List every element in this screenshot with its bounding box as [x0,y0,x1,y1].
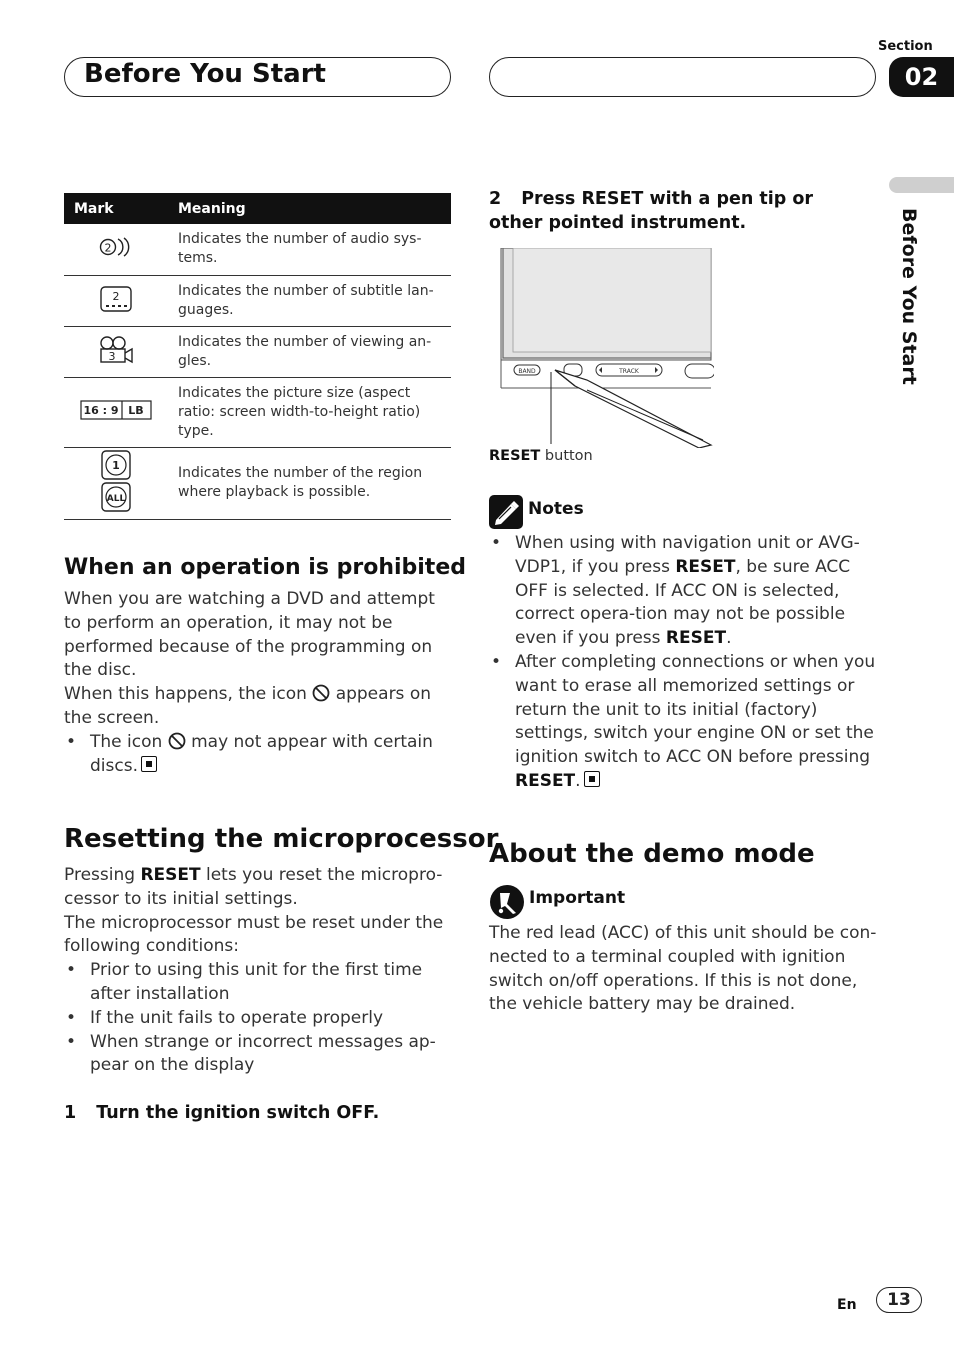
step-2 [489,187,849,235]
notes-icon [489,495,523,529]
region-number: 1 [112,459,120,472]
note2-keyword: RESET [515,770,576,791]
viewing-angles-icon [98,335,134,365]
list-item [489,651,879,794]
step-number: 2 [489,189,502,209]
viewing-angles-count: 3 [108,349,116,363]
subtitle-languages-count: 2 [112,289,120,303]
aspect-ratio-icon [80,400,152,420]
bullet-start: The icon [90,731,163,752]
prohibited-icon [312,684,330,702]
note1-middle: , be sure ACC OFF is selected. If ACC ON is selected, correct opera-tion may not be possible even if you press [515,556,851,649]
reset-button-figure [489,248,714,448]
mark-cell [64,224,168,275]
table-row [64,326,451,377]
list-item: • Prior to using this unit for the first time after installation [64,959,444,1007]
meaning-cell: Indicates the picture size (aspect ratio: screen width-to-height ratio) type. [168,377,451,447]
prohibited-p2 [64,683,454,731]
mark-cell [64,275,168,326]
table-row [64,224,451,275]
step-1 [64,1101,379,1125]
end-of-section-icon [584,771,600,787]
meaning-cell: Indicates the number of subtitle lan-guages. [168,275,451,326]
prohibited-p2-start: When this happens, the icon [64,684,307,705]
caption-text: button [544,448,593,464]
audio-systems-count: 2 [104,241,112,255]
side-tab-marker [889,177,954,193]
note1-end: . [726,628,732,649]
list-item: • If the unit fails to operate properly [64,1007,444,1031]
caption-keyword: RESET [489,448,541,464]
prohibited-body [64,588,454,778]
side-tab-label: Before You Start [898,208,920,385]
bullet-end: may not appear with certain discs. [90,731,433,776]
track-label: TRACK [619,368,639,375]
section-label: Section [878,39,933,54]
reset-p1-end: lets you reset the micropro-cessor to its initial settings. [64,865,443,909]
col-header-meaning: Meaning [168,193,451,224]
step-text: Turn the ignition switch OFF. [96,1103,380,1123]
aspect-ratio-value: 16 : 9 [83,404,119,417]
audio-systems-icon [99,235,133,259]
page-number: 13 [876,1287,922,1313]
notes-body [489,532,879,794]
reset-p1-start: Pressing [64,865,136,885]
prohibited-p2-end: appears on the screen. [64,684,431,728]
step-number: 1 [64,1103,77,1123]
aspect-ratio-type: LB [128,404,144,417]
section-number: 02 [889,57,954,97]
figure-caption [489,448,593,464]
band-label: BAND [518,368,536,375]
col-header-mark: Mark [64,193,168,224]
demo-heading: About the demo mode [489,839,815,869]
reset-heading: Resetting the microprocessor [64,824,499,854]
note1-keyword-2: RESET [665,628,727,649]
important-heading: Important [529,888,626,908]
mark-cell [64,377,168,447]
table-row [64,377,451,447]
reset-p1 [64,864,444,912]
list-item: • When strange or incorrect messages ap-pear on the display [64,1031,444,1079]
reset-body [64,864,444,1078]
meaning-cell: Indicates the number of viewing an-gles. [168,326,451,377]
reset-p2: The microprocessor must be reset under the following conditions: [64,912,444,957]
page-title: Before You Start [84,59,326,89]
mark-cell [64,326,168,377]
reset-keyword: RESET [140,865,201,885]
prohibited-p1: When you are watching a DVD and attempt to perform an operation, it may not be performed because of the programming on the disc. [64,589,435,681]
note2-start: After completing connections or when you want to erase all memorized settings or return the unit to its initial (factory) settings, switch your engine ON or set the ignition switch to ACC ON before pressing [515,651,876,768]
header-blank-frame [489,57,876,97]
table-row [64,275,451,326]
note1-keyword: RESET [675,556,736,577]
mark-table-wrap [64,193,451,520]
mark-table [64,193,451,520]
demo-body: The red lead (ACC) of this unit should be con-nected to a terminal coupled with ignition switch on/off operations. If this is not done, the vehicle battery may be drained. [489,923,877,1015]
important-icon [489,884,525,920]
region-all: ALL [106,494,126,504]
subtitle-languages-icon [99,285,133,313]
prohibited-heading: When an operation is prohibited [64,555,466,580]
meaning-cell: Indicates the number of the region where playback is possible. [168,447,451,519]
list-item [489,532,879,651]
region-globe-icon [99,449,133,513]
note1-start: When using with navigation unit or AVG-VDP1, if you press [515,533,860,577]
note2-end: . [575,770,581,791]
prohibited-icon [168,732,186,750]
list-item [64,731,454,779]
language-label: En [837,1297,857,1313]
meaning-cell: Indicates the number of audio sys-tems. [168,224,451,275]
end-of-section-icon [141,756,157,772]
mark-cell [64,447,168,519]
table-row [64,447,451,519]
notes-heading: Notes [528,499,584,519]
step-text: Press RESET with a pen tip or other pointed instrument. [489,189,814,233]
